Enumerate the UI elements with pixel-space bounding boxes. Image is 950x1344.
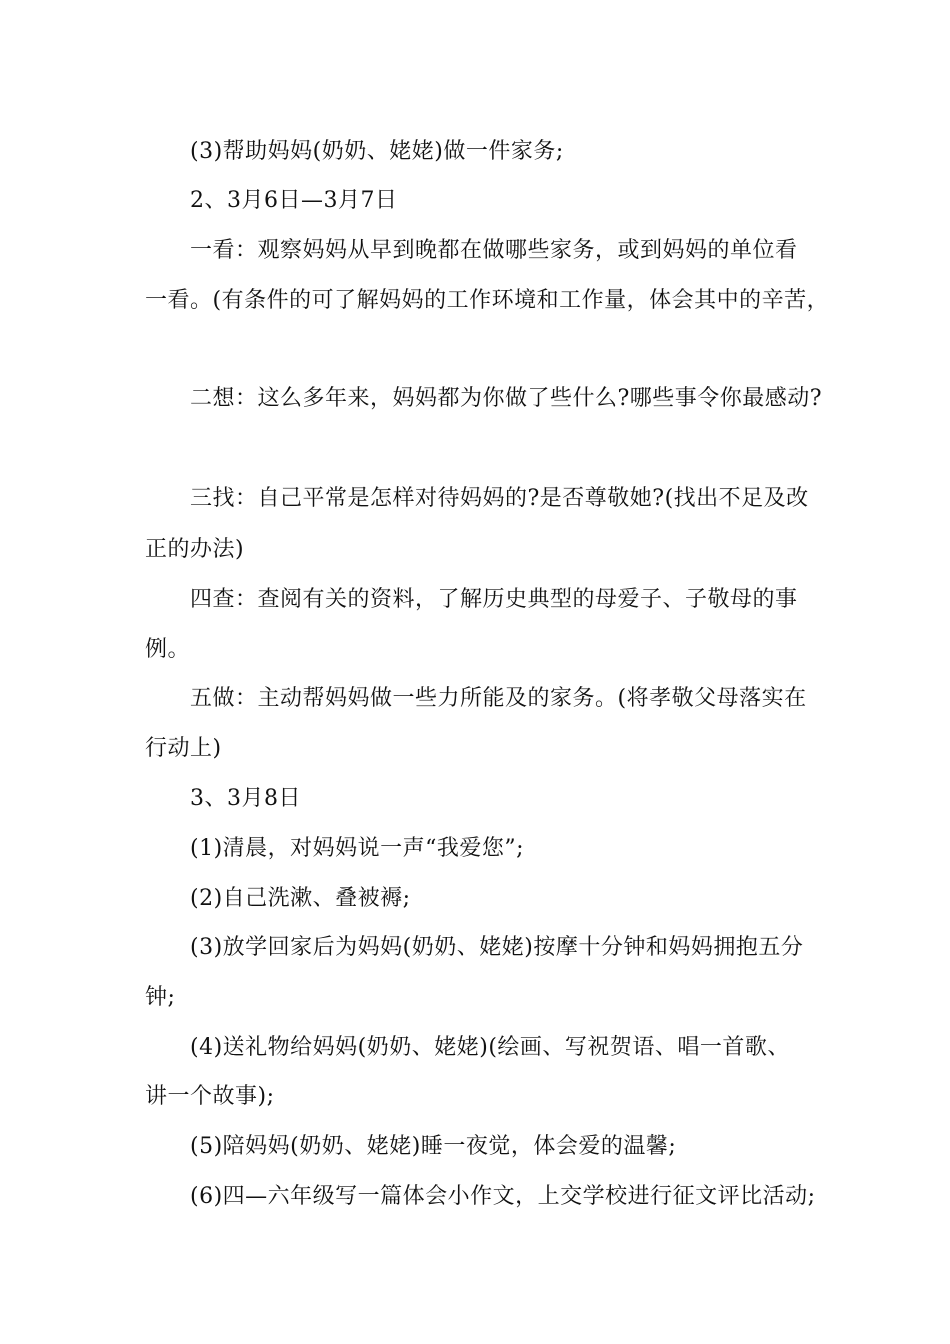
text-line: 二想：这么多年来，妈妈都为你做了些什么?哪些事令你最感动? [190, 386, 823, 411]
text-line: 一看。(有条件的可了解妈妈的工作环境和工作量，体会其中的辛苦， [145, 288, 830, 313]
text-line: 四查：查阅有关的资料，了解历史典型的母爱子、子敬母的事 [190, 587, 798, 612]
text-line: (4)送礼物给妈妈(奶奶、姥姥)(绘画、写祝贺语、唱一首歌、 [190, 1035, 790, 1060]
text-line: 一看：观察妈妈从早到晚都在做哪些家务，或到妈妈的单位看 [190, 238, 798, 263]
text-line: (2)自己洗漱、叠被褥; [190, 886, 411, 911]
text-line: 三找：自己平常是怎样对待妈妈的?是否尊敬她?(找出不足及改 [190, 486, 809, 511]
text-line: (3)帮助妈妈(奶奶、姥姥)做一件家务; [190, 139, 564, 164]
text-line: (6)四—六年级写一篇体会小作文，上交学校进行征文评比活动; [190, 1184, 816, 1209]
text-line: (5)陪妈妈(奶奶、姥姥)睡一夜觉，体会爱的温馨; [190, 1134, 677, 1159]
text-line: 正的办法) [145, 537, 245, 562]
text-line: (1)清晨，对妈妈说一声“我爱您”; [190, 836, 525, 861]
section-heading: 3、3月8日 [190, 786, 301, 811]
text-line: 例。 [145, 637, 191, 662]
text-line: 行动上) [145, 736, 222, 761]
text-line: 五做：主动帮妈妈做一些力所能及的家务。(将孝敬父母落实在 [190, 686, 807, 711]
text-line: 讲一个故事); [145, 1084, 275, 1109]
text-line: 钟; [145, 985, 176, 1010]
section-heading: 2、3月6日—3月7日 [190, 188, 398, 213]
text-line: (3)放学回家后为妈妈(奶奶、姥姥)按摩十分钟和妈妈拥抱五分 [190, 935, 804, 960]
